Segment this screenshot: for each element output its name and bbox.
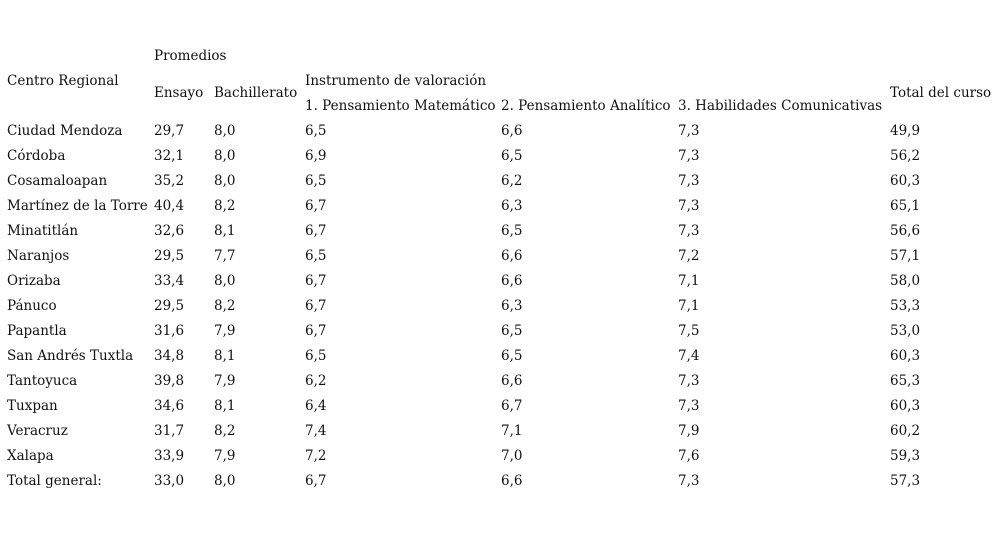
centro-regional-cell: Papantla [7, 323, 67, 339]
header-promedios: Promedios [154, 48, 227, 64]
centro-regional-cell: Veracruz [7, 423, 68, 439]
pensamiento-matematico-cell: 7,2 [305, 448, 327, 464]
habilidades-comunicativas-cell: 7,9 [678, 423, 700, 439]
bachillerato-cell: 8,1 [214, 398, 236, 414]
pensamiento-analitico-cell: 6,6 [501, 248, 523, 264]
habilidades-comunicativas-cell: 7,3 [678, 148, 700, 164]
centro-regional-cell: Tantoyuca [7, 373, 78, 389]
ensayo-cell: 31,6 [154, 323, 185, 339]
centro-regional-cell: San Andrés Tuxtla [7, 348, 134, 364]
pensamiento-matematico-cell: 6,5 [305, 123, 327, 139]
bachillerato-cell: 8,0 [214, 148, 236, 164]
total-curso-cell: 53,3 [890, 298, 921, 314]
ensayo-cell: 32,1 [154, 148, 185, 164]
ensayo-cell: 33,4 [154, 273, 185, 289]
habilidades-comunicativas-cell: 7,3 [678, 173, 700, 189]
pensamiento-analitico-cell: 6,6 [501, 273, 523, 289]
centro-regional-cell: Córdoba [7, 148, 66, 164]
total-curso-cell: 59,3 [890, 448, 921, 464]
header-pensamiento-matematico: 1. Pensamiento Matemático [305, 98, 496, 114]
habilidades-comunicativas-cell: 7,3 [678, 373, 700, 389]
bachillerato-cell: 7,7 [214, 248, 236, 264]
total-curso-cell: 65,3 [890, 373, 921, 389]
ensayo-cell: 33,0 [154, 473, 185, 489]
pensamiento-analitico-cell: 6,6 [501, 473, 523, 489]
pensamiento-matematico-cell: 6,5 [305, 248, 327, 264]
ensayo-cell: 33,9 [154, 448, 185, 464]
bachillerato-cell: 8,0 [214, 173, 236, 189]
bachillerato-cell: 8,2 [214, 198, 236, 214]
centro-regional-cell: Xalapa [7, 448, 54, 464]
pensamiento-matematico-cell: 6,7 [305, 323, 327, 339]
pensamiento-matematico-cell: 6,4 [305, 398, 327, 414]
pensamiento-analitico-cell: 6,5 [501, 323, 523, 339]
habilidades-comunicativas-cell: 7,3 [678, 398, 700, 414]
pensamiento-analitico-cell: 6,5 [501, 148, 523, 164]
habilidades-comunicativas-cell: 7,1 [678, 298, 700, 314]
total-curso-cell: 60,3 [890, 398, 921, 414]
pensamiento-analitico-cell: 6,6 [501, 373, 523, 389]
habilidades-comunicativas-cell: 7,2 [678, 248, 700, 264]
pensamiento-analitico-cell: 6,5 [501, 348, 523, 364]
total-curso-cell: 60,3 [890, 348, 921, 364]
pensamiento-analitico-cell: 6,6 [501, 123, 523, 139]
bachillerato-cell: 8,2 [214, 423, 236, 439]
total-curso-cell: 65,1 [890, 198, 921, 214]
header-instrumento: Instrumento de valoración [305, 73, 487, 89]
bachillerato-cell: 8,1 [214, 223, 236, 239]
pensamiento-matematico-cell: 6,2 [305, 373, 327, 389]
total-curso-cell: 57,1 [890, 248, 921, 264]
habilidades-comunicativas-cell: 7,4 [678, 348, 700, 364]
header-total-curso: Total del curso [890, 85, 992, 101]
centro-regional-cell: Total general: [7, 473, 102, 489]
ensayo-cell: 29,5 [154, 298, 185, 314]
bachillerato-cell: 8,1 [214, 348, 236, 364]
pensamiento-analitico-cell: 6,3 [501, 198, 523, 214]
pensamiento-matematico-cell: 6,9 [305, 148, 327, 164]
ensayo-cell: 39,8 [154, 373, 185, 389]
bachillerato-cell: 7,9 [214, 448, 236, 464]
centro-regional-cell: Naranjos [7, 248, 70, 264]
pensamiento-analitico-cell: 7,0 [501, 448, 523, 464]
total-curso-cell: 56,6 [890, 223, 921, 239]
header-habilidades-comunicativas: 3. Habilidades Comunicativas [678, 98, 883, 114]
total-curso-cell: 49,9 [890, 123, 921, 139]
pensamiento-analitico-cell: 7,1 [501, 423, 523, 439]
centro-regional-cell: Ciudad Mendoza [7, 123, 123, 139]
centro-regional-cell: Pánuco [7, 298, 57, 314]
centro-regional-cell: Martínez de la Torre [7, 198, 148, 214]
pensamiento-matematico-cell: 6,7 [305, 198, 327, 214]
ensayo-cell: 34,6 [154, 398, 185, 414]
habilidades-comunicativas-cell: 7,3 [678, 473, 700, 489]
total-curso-cell: 60,2 [890, 423, 921, 439]
habilidades-comunicativas-cell: 7,3 [678, 123, 700, 139]
header-pensamiento-analitico: 2. Pensamiento Analítico [501, 98, 671, 114]
bachillerato-cell: 7,9 [214, 323, 236, 339]
header-bachillerato: Bachillerato [214, 85, 298, 101]
centro-regional-cell: Cosamaloapan [7, 173, 108, 189]
total-curso-cell: 58,0 [890, 273, 921, 289]
habilidades-comunicativas-cell: 7,6 [678, 448, 700, 464]
centro-regional-cell: Tuxpan [7, 398, 58, 414]
centro-regional-cell: Minatitlán [7, 223, 79, 239]
centro-regional-cell: Orizaba [7, 273, 61, 289]
total-curso-cell: 56,2 [890, 148, 921, 164]
ensayo-cell: 34,8 [154, 348, 185, 364]
pensamiento-analitico-cell: 6,2 [501, 173, 523, 189]
ensayo-cell: 40,4 [154, 198, 185, 214]
header-centro-regional: Centro Regional [7, 73, 119, 89]
bachillerato-cell: 8,0 [214, 473, 236, 489]
ensayo-cell: 32,6 [154, 223, 185, 239]
pensamiento-analitico-cell: 6,5 [501, 223, 523, 239]
pensamiento-analitico-cell: 6,3 [501, 298, 523, 314]
pensamiento-analitico-cell: 6,7 [501, 398, 523, 414]
bachillerato-cell: 7,9 [214, 373, 236, 389]
habilidades-comunicativas-cell: 7,3 [678, 223, 700, 239]
ensayo-cell: 29,7 [154, 123, 185, 139]
pensamiento-matematico-cell: 6,7 [305, 223, 327, 239]
pensamiento-matematico-cell: 7,4 [305, 423, 327, 439]
habilidades-comunicativas-cell: 7,3 [678, 198, 700, 214]
pensamiento-matematico-cell: 6,5 [305, 173, 327, 189]
pensamiento-matematico-cell: 6,7 [305, 473, 327, 489]
ensayo-cell: 29,5 [154, 248, 185, 264]
pensamiento-matematico-cell: 6,7 [305, 273, 327, 289]
habilidades-comunicativas-cell: 7,5 [678, 323, 700, 339]
ensayo-cell: 35,2 [154, 173, 185, 189]
bachillerato-cell: 8,0 [214, 123, 236, 139]
total-curso-cell: 60,3 [890, 173, 921, 189]
ensayo-cell: 31,7 [154, 423, 185, 439]
bachillerato-cell: 8,2 [214, 298, 236, 314]
habilidades-comunicativas-cell: 7,1 [678, 273, 700, 289]
total-curso-cell: 57,3 [890, 473, 921, 489]
pensamiento-matematico-cell: 6,5 [305, 348, 327, 364]
header-ensayo: Ensayo [154, 85, 204, 101]
pensamiento-matematico-cell: 6,7 [305, 298, 327, 314]
total-curso-cell: 53,0 [890, 323, 921, 339]
bachillerato-cell: 8,0 [214, 273, 236, 289]
